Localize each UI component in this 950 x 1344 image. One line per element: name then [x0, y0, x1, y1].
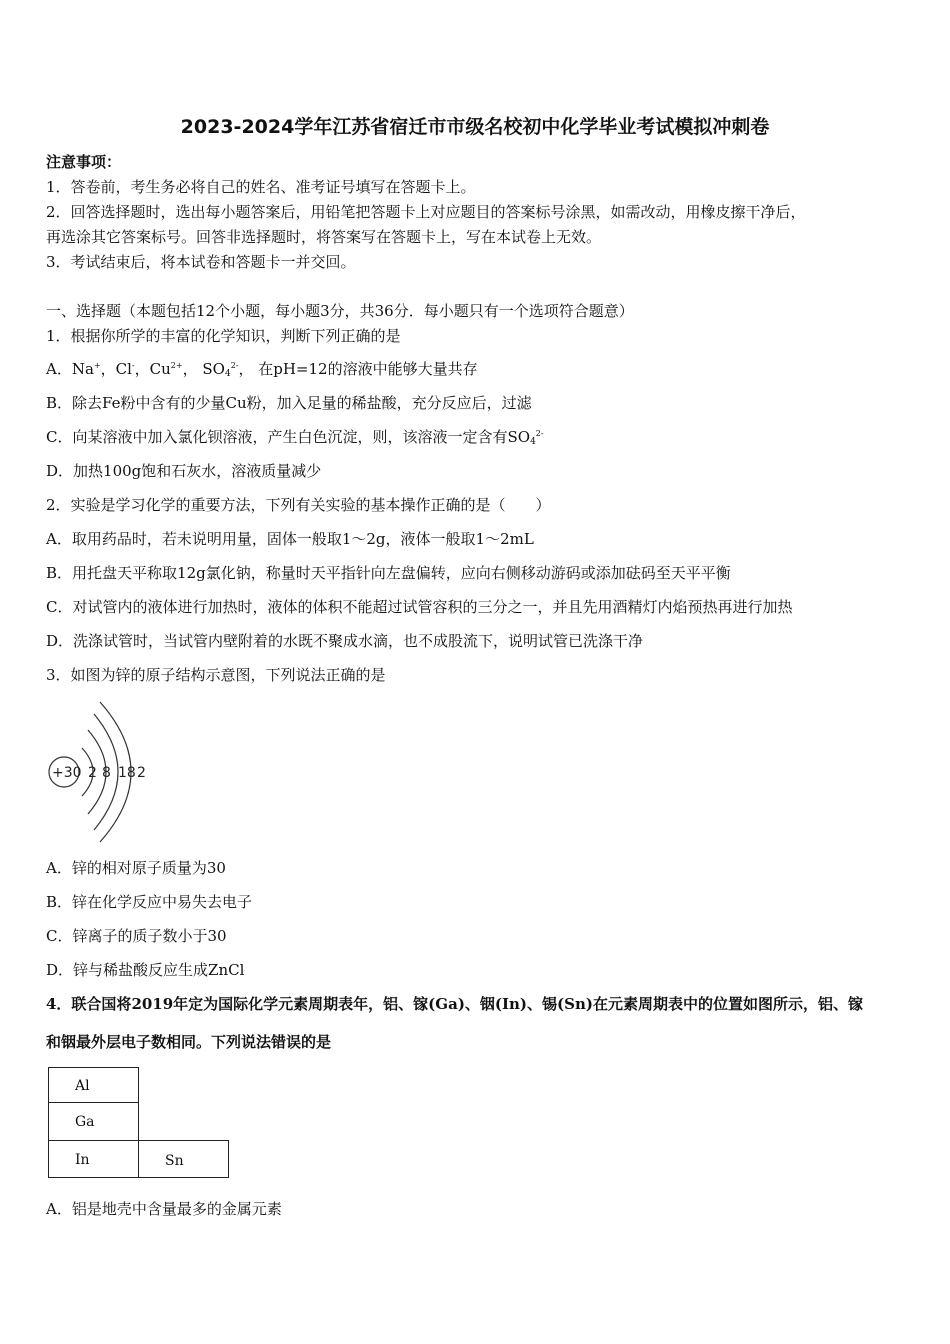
notice-item-2-cont: 再选涂其它答案标号。回答非选择题时，将答案写在答题卡上，写在本试卷上无效。 [46, 228, 602, 246]
q3-option-b: B．锌在化学反应中易失去电子 [46, 893, 253, 911]
nucleus-charge: +30 [52, 765, 82, 781]
shell-electron-count: 8 [102, 765, 111, 781]
page-title: 2023-2024学年江苏省宿迁市市级名校初中化学毕业考试模拟冲刺卷 [180, 116, 770, 138]
q2-option-d: D．洗涤试管时，当试管内壁附着的水既不聚成水滴，也不成股流下，说明试管已洗涤干净 [46, 632, 644, 650]
shell-electron-count: 18 [118, 765, 136, 781]
q2-option-a: A．取用药品时，若未说明用量，固体一般取1～2g，液体一般取1～2mL [46, 530, 534, 548]
q1-option-a: A．Na+，Cl-，$Cu^{2+}$， $SO_4^{2-}$， 在pH=12的溶液中能够大量共存 [46, 360, 478, 379]
zinc-atom-diagram [44, 700, 164, 845]
shell-electron-count: 2 [137, 765, 146, 781]
cell-sn: Sn [138, 1140, 229, 1178]
q4-stem: 4．联合国将2019年定为国际化学元素周期表年，铝、镓(Ga)、铟(In)、锡(Sn)在元素周期表中的位置如图所示，铝、镓 [46, 995, 863, 1013]
q3-option-d: D．锌与稀盐酸反应生成ZnCl [46, 961, 245, 979]
q1-option-d: D．加热100g饱和石灰水，溶液质量减少 [46, 462, 322, 480]
notice-item-2: 2．回答选择题时，选出每小题答案后，用铅笔把答题卡上对应题目的答案标号涂黑，如需改动，用橡皮擦干净后， [46, 203, 806, 221]
section-heading: 一、选择题（本题包括12个小题，每小题3分，共36分．每小题只有一个选项符合题意） [46, 302, 634, 320]
notice-item-1: 1．答卷前，考生务必将自己的姓名、准考证号填写在答题卡上。 [46, 178, 476, 196]
q3-option-a: A．锌的相对原子质量为30 [46, 859, 226, 877]
q3-option-c: C．锌离子的质子数小于30 [46, 927, 227, 945]
q2-option-b: B．用托盘天平称取12g氯化钠，称量时天平指针向左盘偏转，应向右侧移动游码或添加砝码至天平平衡 [46, 564, 731, 582]
q1-stem: 1．根据你所学的丰富的化学知识，判断下列正确的是 [46, 327, 401, 345]
q4-stem-cont: 和铟最外层电子数相同。下列说法错误的是 [46, 1033, 332, 1051]
notice-heading: 注意事项： [46, 153, 122, 171]
cell-in: In [48, 1140, 139, 1178]
cell-ga: Ga [48, 1102, 139, 1141]
q3-stem: 3．如图为锌的原子结构示意图，下列说法正确的是 [46, 666, 386, 684]
q1-option-c: C．向某溶液中加入氯化钡溶液，产生白色沉淀，则，该溶液一定含有$SO_4^{2-}$ [46, 428, 544, 447]
q1-option-b: B．除去Fe粉中含有的少量Cu粉，加入足量的稀盐酸，充分反应后，过滤 [46, 394, 532, 412]
cell-al: Al [48, 1067, 139, 1103]
q4-option-a: A．铝是地壳中含量最多的金属元素 [46, 1200, 282, 1218]
q2-stem: 2．实验是学习化学的重要方法，下列有关实验的基本操作正确的是（ ） [46, 496, 551, 514]
shell-electron-count: 2 [88, 765, 97, 781]
notice-item-3: 3．考试结束后，将本试卷和答题卡一并交回。 [46, 253, 356, 271]
q2-option-c: C．对试管内的液体进行加热时，液体的体积不能超过试管容积的三分之一，并且先用酒精灯内焰预热再进行加热 [46, 598, 793, 616]
